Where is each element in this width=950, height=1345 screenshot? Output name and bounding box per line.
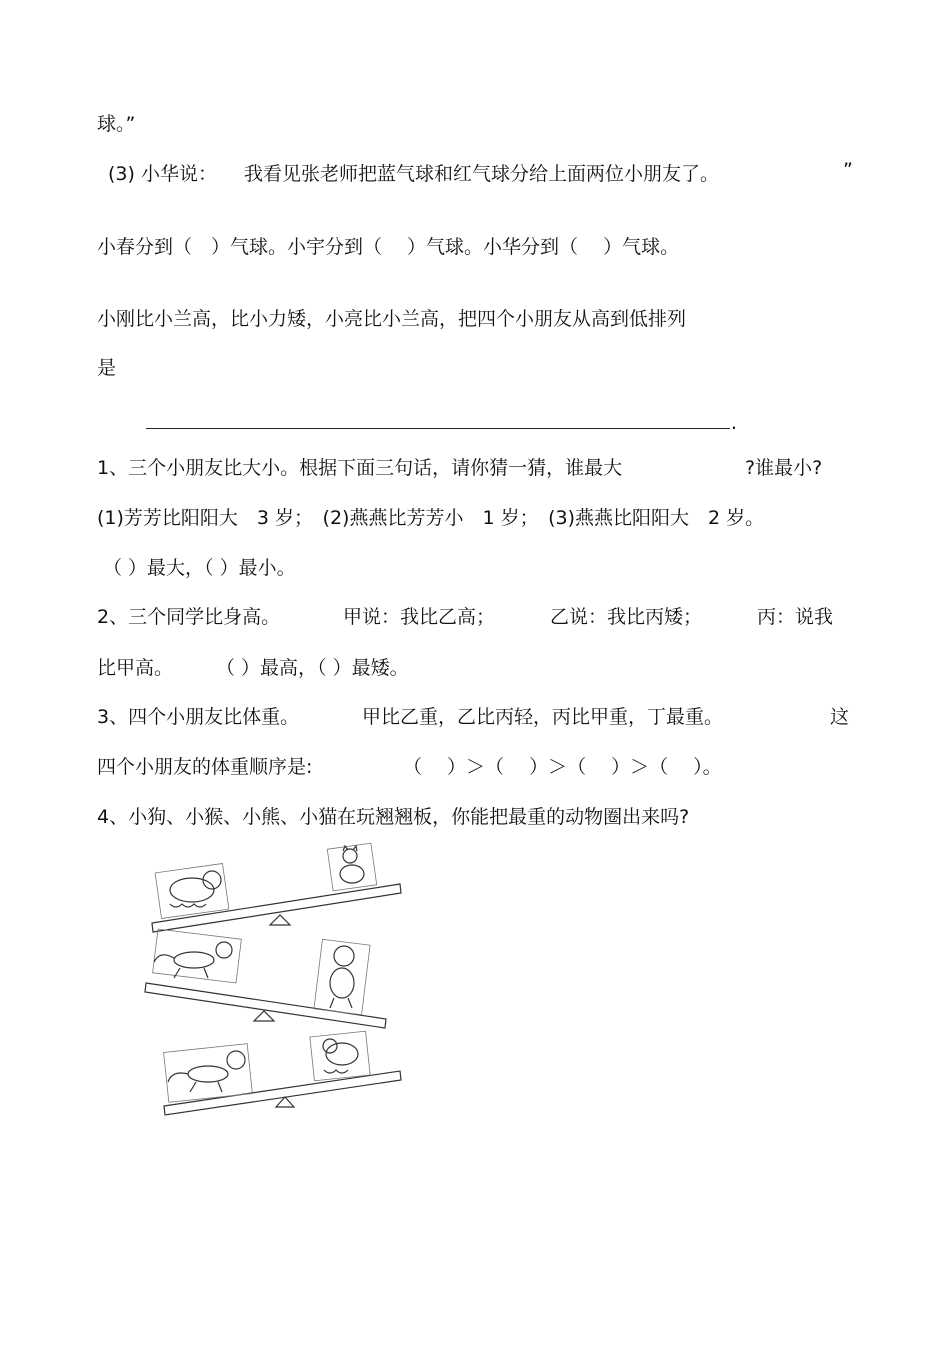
dog-icon: [310, 1031, 370, 1081]
seesaw-1: [152, 843, 401, 932]
fill-in-line: 小春分到（ ）气球。小宇分到（ ）气球。小华分到（ ）气球。: [97, 236, 680, 258]
question-2-clue: 丙：说我: [757, 606, 834, 628]
question-2-clue: 比甲高。: [97, 657, 174, 679]
question-1-part: ?谁最小?: [745, 457, 823, 479]
period-mark: .: [731, 412, 738, 434]
question-3-clues: 甲比乙重，乙比丙轻，丙比甲重，丁最重。: [362, 706, 724, 728]
question-2: 2、三个同学比身高。: [97, 606, 281, 628]
question-3: 3、四个小朋友比体重。: [97, 706, 300, 728]
question-4: 4、小狗、小猴、小熊、小猫在玩翘翘板，你能把最重的动物圈出来吗?: [97, 806, 690, 828]
text-line: (3) 小华说：: [108, 163, 217, 185]
question-1-answer: （ ）最大，（ ）最小。: [103, 557, 296, 579]
bear-icon: [314, 939, 370, 1014]
text-line: 我看见张老师把蓝气球和红气球分给上面两位小朋友了。: [244, 163, 720, 185]
question-2-clue: 乙说：我比丙矮；: [550, 606, 703, 628]
text-line: 球。”: [97, 113, 136, 135]
question-3-answer: （ ）＞（ ）＞（ ）＞（ ）。: [403, 756, 722, 778]
monkey-icon: [153, 929, 242, 983]
question-1: 1、三个小朋友比大小。根据下面三句话，请你猜一猜，谁最大: [97, 457, 623, 479]
dog-icon: [155, 863, 229, 918]
seesaw-3: [164, 1031, 401, 1115]
answer-blank-line: [146, 428, 730, 429]
question-1-clues: (1)芳芳比阳阳大 3 岁； (2)燕燕比芳芳小 1 岁； (3)燕燕比阳阳大 2 岁。: [97, 507, 765, 529]
text-line: 是: [97, 357, 117, 379]
seesaw-illustration: [140, 838, 420, 1128]
cat-icon: [327, 843, 376, 891]
question-3-prompt: 四个小朋友的体重顺序是:: [97, 756, 313, 778]
question-2-answer: （ ）最高，（ ）最矮。: [216, 657, 409, 679]
text-line: 小刚比小兰高，比小力矮，小亮比小兰高，把四个小朋友从高到低排列: [97, 308, 687, 330]
seesaw-2: [145, 929, 386, 1028]
question-2-clue: 甲说：我比乙高；: [343, 606, 496, 628]
closing-quote: ”: [843, 159, 853, 181]
monkey-icon: [164, 1044, 253, 1103]
question-3-part: 这: [830, 706, 850, 728]
